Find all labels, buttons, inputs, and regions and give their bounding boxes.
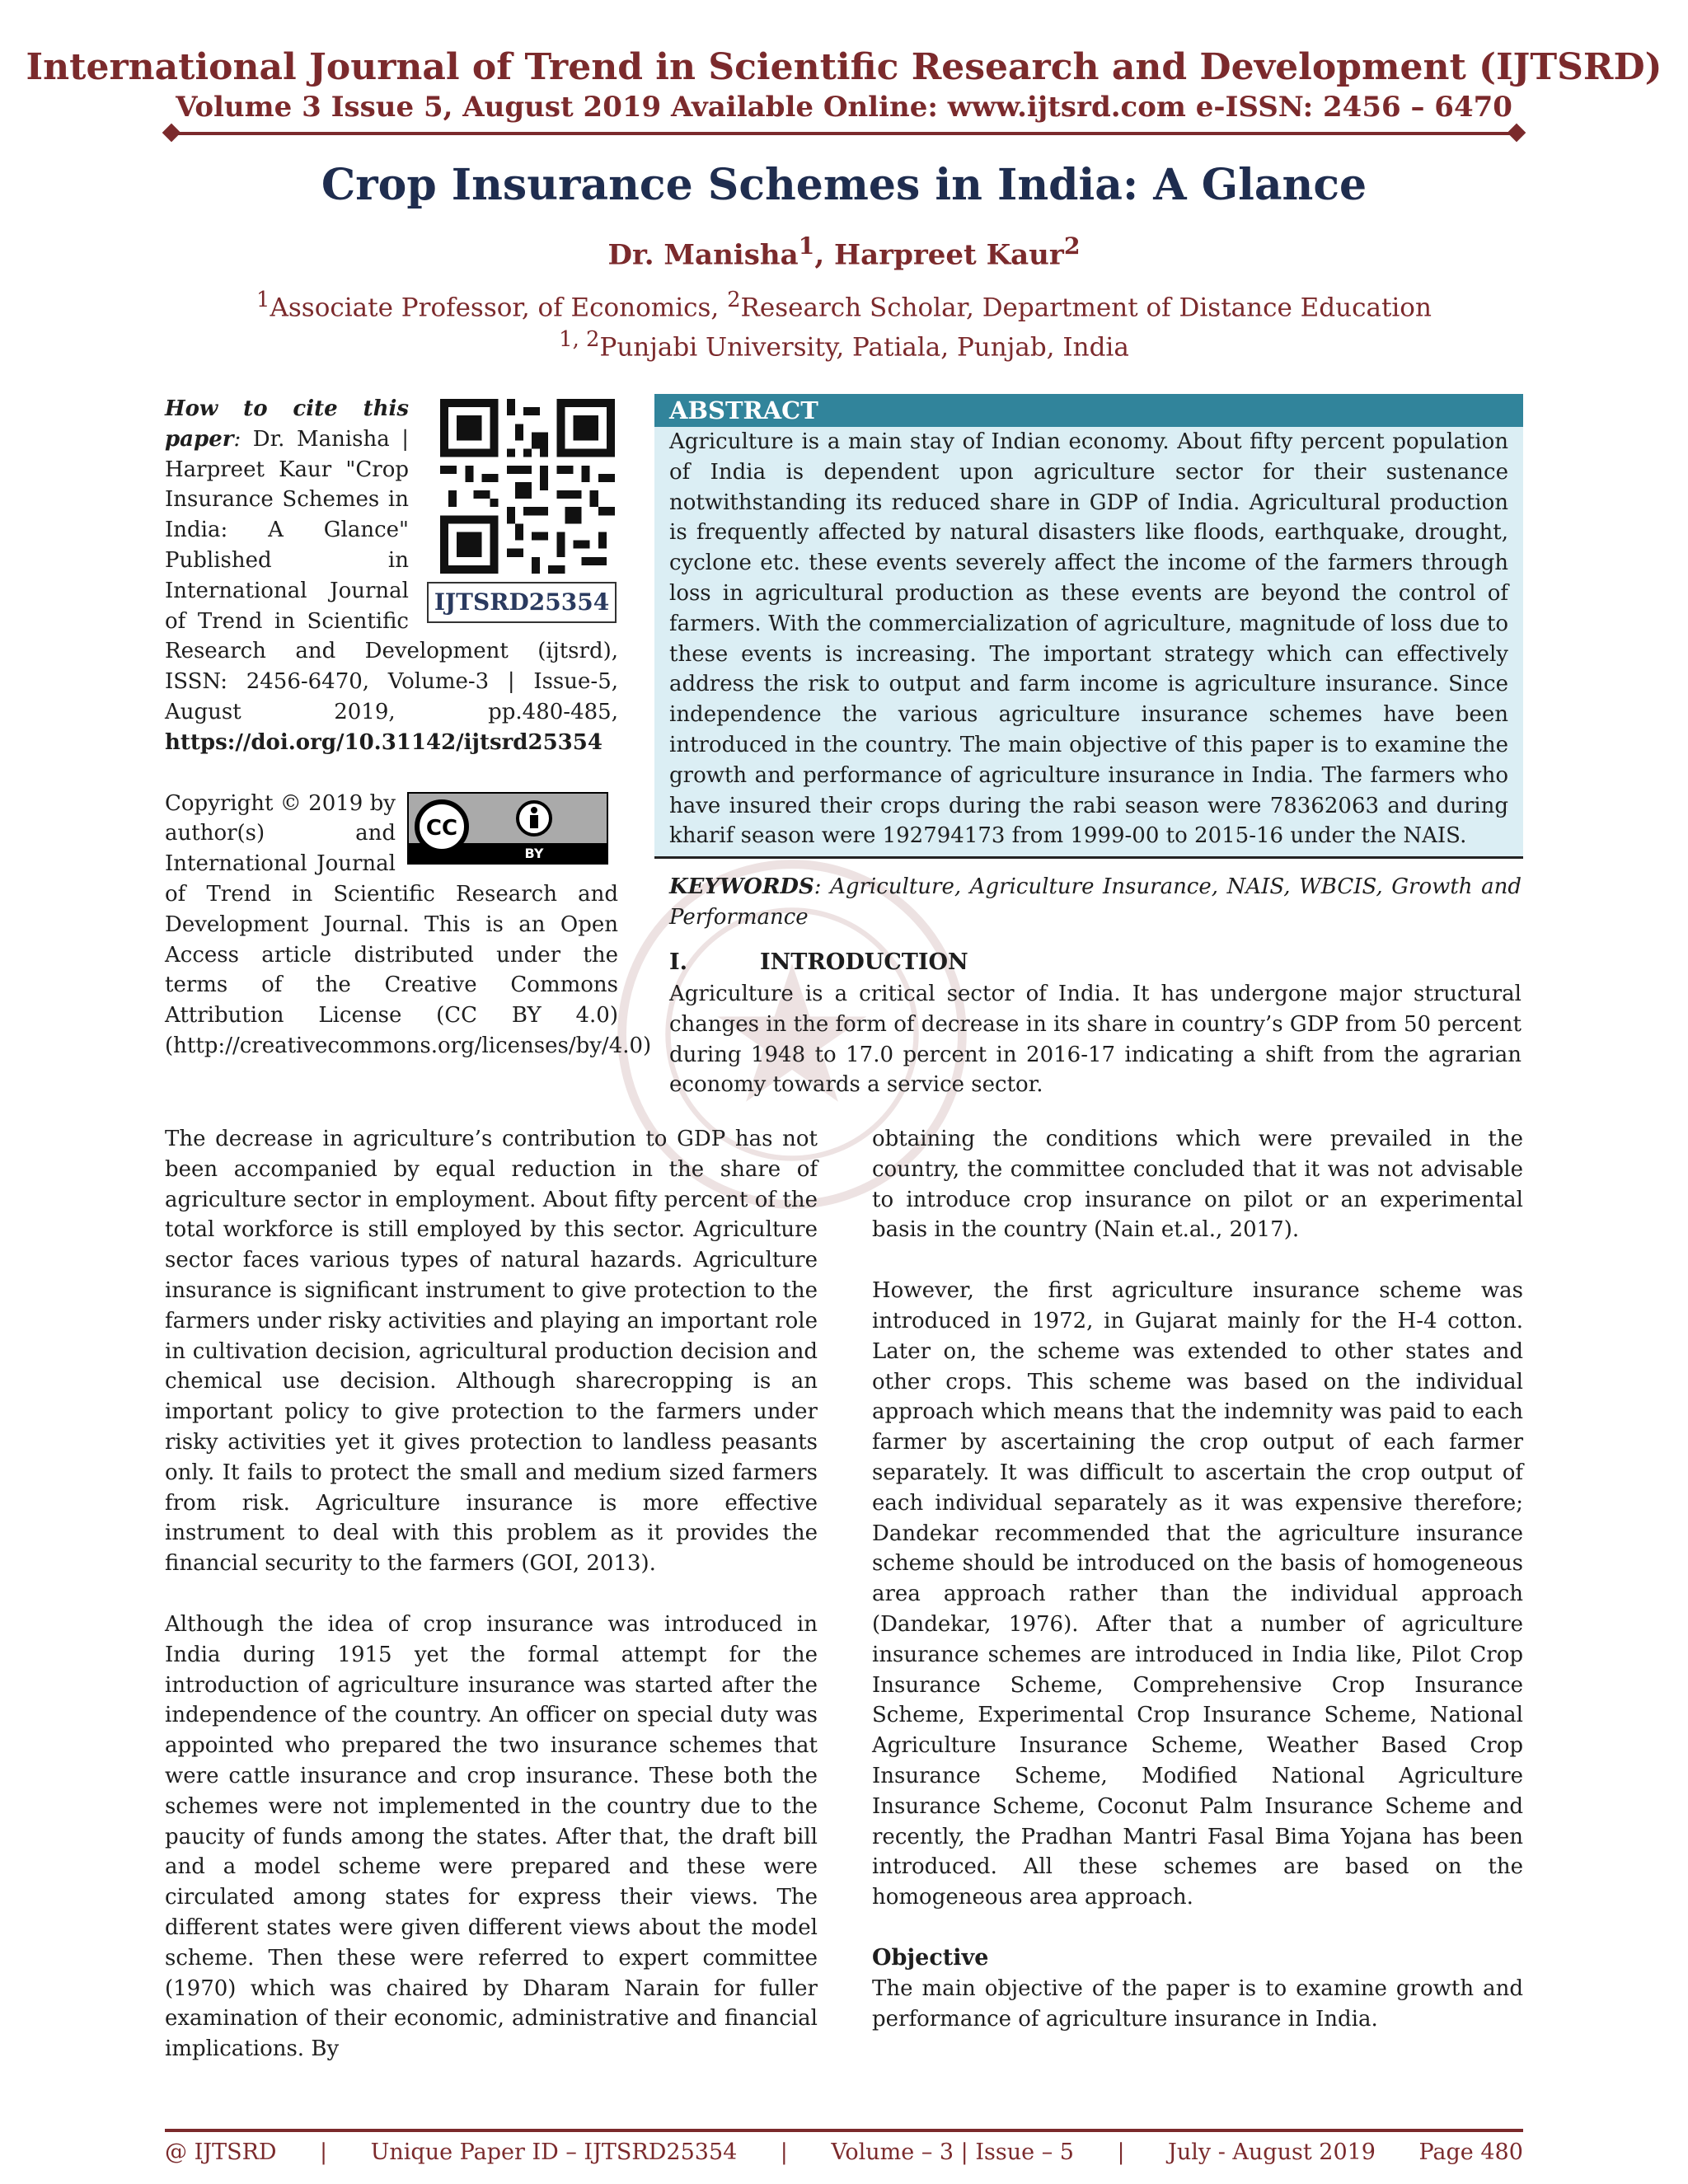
qr-block (424, 399, 618, 623)
author-separator: , (814, 238, 835, 272)
affil-sup-1: 1 (256, 288, 270, 312)
affiliation-line-1 (0, 282, 1688, 326)
right-column (872, 1124, 1523, 2034)
attribution-icon (518, 802, 551, 835)
objective-text: The main objective of the paper is to examine growth and performance of agriculture insurance in India. (872, 1975, 1523, 2032)
footer-paper-id: Unique Paper ID – IJTSRD25354 (370, 2139, 738, 2165)
cc-text: CC (425, 815, 458, 841)
footer (165, 2138, 1523, 2168)
citation-block (165, 394, 652, 1062)
keywords-label: KEYWORDS (669, 874, 814, 899)
affil-sup-3: 1, 2 (559, 327, 600, 352)
author-2: Harpreet Kaur (834, 238, 1064, 272)
intro-title: INTRODUCTION (760, 949, 968, 975)
intro-heading (669, 948, 968, 977)
left-paragraph-1: The decrease in agriculture’s contribution to GDP has not been accompanied by equal reduction in the share of agriculture sector in employment. About fifty percent of the total workforce is still employed by this sector. Agriculture sector faces various types of natural hazards. Agriculture insurance is significant instrument to give protection to the farmers under risky activities and playing an important role in cultivation decision, agricultural production decision and chemical use decision. Although sharecropping is an important policy to give protection to the farmers under risky activities yet it gives protection to landless peasants only. It fails to protect the small and medium sized farmers from risk. Agriculture insurance is more effective instrument to deal with this problem as it provides the financial security to the farmers (GOI, 2013). (165, 1127, 818, 1577)
author-1-sup: 1 (798, 232, 815, 260)
rule-diamond-right (1507, 124, 1526, 143)
affil-sup-2: 2 (727, 288, 741, 312)
left-paragraph-2: Although the idea of crop insurance was introduced in India during 1915 yet the formal attempt for the introduction of agriculture insurance was started after the independence of the country. An officer on special duty was appointed who prepared the two insurance schemes that were cattle insurance and crop insurance. These both the schemes were not implemented in the country due to the paucity of funds among the states. After that, the draft bill and a model scheme were prepared and these were circulated among states for express their views. The different states were given different views about the model scheme. Then these were referred to expert committee (1970) which was chaired by Dharam Narain for fuller examination of their economic, administrative and financial implications. By (165, 1611, 818, 2062)
authors (0, 226, 1688, 274)
abstract-box (654, 394, 1523, 859)
creative-commons-icon (417, 802, 467, 851)
cite-body: Dr. Manisha | Harpreet Kaur "Crop Insurance Schemes in India: A Glance" Published in International Journal of Trend in Scientific Research and Development (ijtsrd), ISSN: 2456-6470, Volume-3 | Issue-5, August 2019, pp.480-485, (165, 426, 618, 724)
paper-id-label: IJTSRD25354 (427, 582, 617, 623)
intro-number: I. (669, 949, 688, 975)
affiliation-line-2 (0, 321, 1688, 365)
qr-code-icon (440, 399, 615, 574)
footer-sep-2: | (780, 2139, 788, 2165)
footer-rule (165, 2129, 1523, 2132)
header-rule (171, 132, 1513, 135)
footer-date: July - August 2019 (1168, 2139, 1376, 2165)
footer-sep-3: | (1117, 2139, 1125, 2165)
journal-title: International Journal of Trend in Scientific Research and Development (IJTSRD) (26, 46, 1662, 88)
author-2-sup: 2 (1063, 232, 1081, 260)
author-1: Dr. Manisha (607, 238, 799, 272)
cite-label: How to cite this paper (165, 396, 409, 452)
objective-heading: Objective (872, 1944, 989, 1971)
footer-volume: Volume – 3 | Issue – 5 (831, 2139, 1074, 2165)
abstract-heading: ABSTRACT (654, 394, 1523, 427)
right-paragraph-1: obtaining the conditions which were prevailed in the country, the committee concluded that it was not advisable to introduce crop insurance on pilot or an experimental basis in the country (Nain et.al., 2017). (872, 1127, 1523, 1243)
cc-license-badge[interactable] (407, 792, 618, 863)
cite-colon: : (233, 426, 241, 452)
paper-title: Crop Insurance Schemes in India: A Glance (321, 160, 1367, 210)
keywords (669, 872, 1522, 933)
intro-paragraph (669, 979, 1522, 1100)
cc-by-text: BY (524, 845, 544, 861)
footer-site: @ IJTSRD (165, 2139, 277, 2165)
right-paragraph-2: However, the first agriculture insurance scheme was introduced in 1972, in Gujarat mainly for the H-4 cotton. Later on, the scheme was extended to other states and other crops. This scheme was based on the individual approach which means that the indemnity was paid to each farmer by ascertaining the crop output of each farmer separately. It was difficult to ascertain the crop output of each individual separately as it was expensive therefore; Dandekar recommended that the agriculture insurance scheme should be introduced on the basis of homogeneous area approach rather than the individual approach (Dandekar, 1976). After that a number of agriculture insurance schemes are introduced in India like, Pilot Crop Insurance Scheme, Comprehensive Crop Insurance Scheme, Experimental Crop Insurance Scheme, National Agriculture Insurance Scheme, Weather Based Crop Insurance Scheme, Modified National Agriculture Insurance Scheme, Coconut Palm Insurance Scheme and recently, the Pradhan Mantri Fasal Bima Yojana has been introduced. All these schemes are based on the homogeneous area approach. (872, 1278, 1523, 1910)
abstract-text: Agriculture is a main stay of Indian economy. About fifty percent population of India is dependent upon agriculture sector for their sustenance notwithstanding its reduced share in GDP of India. Agricultural production is frequently affected by natural disasters like floods, earthquake, drought, cyclone etc. these events severely affect the income of the farmers through loss in agricultural production as these events are beyond the control of farmers. With the commercialization of agriculture, magnitude of loss due to these events is increasing. The important strategy which can effectively address the risk to output and farm income is agriculture insurance. Since independence the various agriculture insurance schemes have been introduced in the country. The main objective of this paper is to examine the growth and performance of agriculture insurance in India. The farmers who have insured their crops during the rabi season were 78362063 and during kharif season were 192794173 from 1999-00 to 2015-16 under the NAIS. (669, 429, 1508, 849)
keywords-text: : Agriculture, Agriculture Insurance, NAIS, WBCIS, Growth and Performance (669, 874, 1522, 930)
left-column (165, 1124, 818, 2064)
volume-line: Volume 3 Issue 5, August 2019 Available Online: www.ijtsrd.com e-ISSN: 2456 – 6470 (176, 91, 1512, 124)
intro-text: Agriculture is a critical sector of India. It has undergone major structural changes in the form of decrease in its share in country’s GDP from 50 percent during 1948 to 17.0 percent in 2016-17 indicating a shift from the agrarian economy towards a service sector. (669, 982, 1522, 1098)
doi-link[interactable]: https://doi.org/10.31142/ijtsrd25354 (165, 729, 603, 755)
footer-page: Page 480 (1418, 2139, 1523, 2165)
copyright-text: Copyright © 2019 by author(s) and International Journal of Trend in Scientific Research and Development Journal. This is an Open Access article distributed under the terms of the Creative Commons Attribution License (CC BY 4.0) (http://creativecommons.org/licenses/by/4.0) (165, 790, 652, 1058)
rule-diamond-left (162, 124, 181, 143)
affil-text-2: Research Scholar, Department of Distance Education (740, 293, 1432, 323)
affil-text-3: Punjabi University, Patiala, Punjab, India (599, 332, 1129, 363)
affil-text-1: Associate Professor, of Economics, (270, 293, 728, 323)
footer-sep-1: | (320, 2139, 328, 2165)
